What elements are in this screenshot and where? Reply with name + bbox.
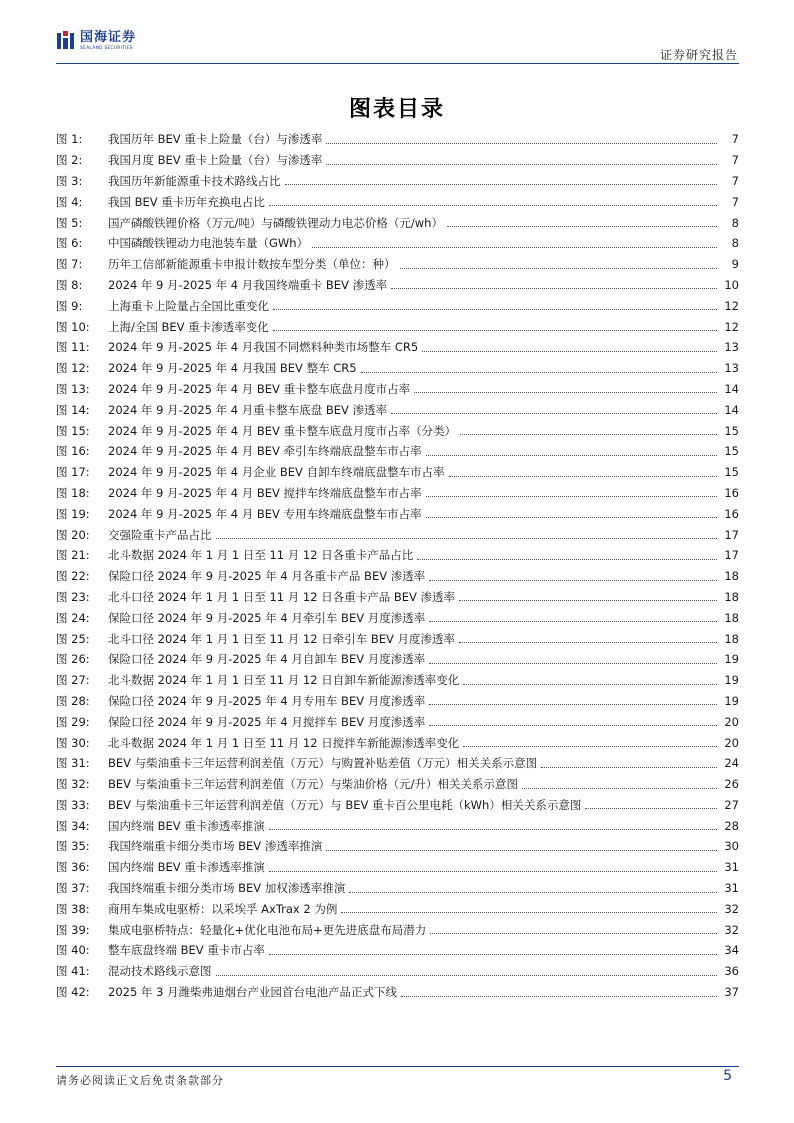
toc-dot-leader [269, 946, 717, 955]
toc-entry-page[interactable]: 7 [731, 132, 739, 147]
toc-entry-title[interactable]: 保险口径 2024 年 9 月-2025 年 4 月搅拌车 BEV 月度渗透率 [108, 714, 426, 729]
toc-entry-title[interactable]: 历年工信部新能源重卡申报计数按车型分类（单位：种） [108, 257, 396, 272]
toc-dot-leader [459, 634, 717, 643]
toc-entry[interactable] [56, 358, 739, 379]
toc-dot-leader [426, 509, 717, 518]
toc-dot-leader [273, 322, 717, 331]
logo-chinese-text: 国海证券 [80, 29, 137, 45]
toc-entry-title[interactable]: 2024 年 9 月-2025 年 4 月企业 BEV 自卸车终端底盘整车市占率 [108, 465, 445, 480]
page-number: 5 [723, 1068, 732, 1084]
toc-dot-leader [449, 468, 717, 477]
toc-entry-title[interactable]: 2024 年 9 月-2025 年 4 月我国终端重卡 BEV 渗透率 [108, 277, 388, 292]
toc-entry-title[interactable]: 2024 年 9 月-2025 年 4 月 BEV 搅拌车终端底盘整车市占率 [108, 485, 422, 500]
toc-entry-page[interactable]: 10 [724, 277, 739, 292]
toc-entry-number: 图 20: [56, 527, 90, 542]
toc-entry-page[interactable]: 18 [724, 569, 739, 584]
toc-entry-number: 图 8: [56, 277, 83, 292]
toc-entry-title[interactable]: BEV 与柴油重卡三年运营利润差值（万元）与柴油价格（元/升）相关关系示意图 [108, 777, 519, 792]
toc-entry-title[interactable]: 我国终端重卡细分类市场 BEV 加权渗透率推演 [108, 881, 346, 896]
toc-entry-title[interactable]: 集成电驱桥特点：轻量化+优化电池布局+更先进底盘布局潜力 [108, 922, 427, 937]
toc-entry-page[interactable]: 16 [724, 485, 739, 500]
toc-entry-number: 图 25: [56, 631, 90, 646]
toc-entry-number: 图 30: [56, 735, 90, 750]
toc-entry-number: 图 31: [56, 756, 90, 771]
toc-entry[interactable] [56, 545, 739, 566]
toc-entry-number: 图 14: [56, 402, 90, 417]
page-header [0, 0, 794, 70]
toc-entry-number: 图 21: [56, 548, 90, 563]
toc-entry-title[interactable]: 国产磷酸铁锂价格（万元/吨）与磷酸铁锂动力电芯价格（元/wh） [108, 215, 443, 230]
toc-entry-page[interactable]: 7 [731, 153, 739, 168]
toc-dot-leader [422, 343, 717, 352]
toc-dot-leader [417, 551, 717, 560]
toc-entry-number: 图 12: [56, 361, 90, 376]
toc-entry-page[interactable]: 19 [724, 673, 739, 688]
toc-entry-number: 图 22: [56, 569, 90, 584]
toc-dot-leader [429, 696, 717, 705]
toc-entry-title[interactable]: 上海/全国 BEV 重卡渗透率变化 [108, 319, 269, 334]
toc-entry-title[interactable]: 整车底盘终端 BEV 重卡市占率 [108, 943, 265, 958]
toc-entry-title[interactable]: 北斗口径 2024 年 1 月 1 日至 11 月 12 日牵引车 BEV 月度渗透率 [108, 631, 456, 646]
toc-entry-title[interactable]: 保险口径 2024 年 9 月-2025 年 4 月各重卡产品 BEV 渗透率 [108, 569, 426, 584]
toc-entry-page[interactable]: 32 [724, 901, 739, 916]
toc-entry-number: 图 32: [56, 777, 90, 792]
toc-entry[interactable] [56, 524, 739, 545]
toc-entry-title[interactable]: 国内终端 BEV 重卡渗透率推演 [108, 860, 265, 875]
toc-dot-leader [429, 717, 717, 726]
toc-entry-page[interactable]: 17 [724, 548, 739, 563]
toc-entry-number: 图 16: [56, 444, 90, 459]
header-divider [56, 63, 739, 64]
toc-entry-page[interactable]: 18 [724, 589, 739, 604]
toc-entry-page[interactable]: 12 [724, 298, 739, 313]
toc-entry-page[interactable]: 12 [724, 319, 739, 334]
toc-entry[interactable] [56, 670, 739, 691]
toc-entry[interactable] [56, 462, 739, 483]
toc-entry[interactable] [56, 836, 739, 857]
toc-entry-page[interactable]: 27 [724, 797, 739, 812]
toc-entry[interactable] [56, 171, 739, 192]
toc-entry[interactable] [56, 628, 739, 649]
toc-dot-leader [429, 655, 717, 664]
toc-entry-page[interactable]: 17 [724, 527, 739, 542]
brand-logo [56, 30, 136, 52]
toc-entry[interactable] [56, 191, 739, 212]
toc-entry-number: 图 33: [56, 797, 90, 812]
toc-dot-leader [463, 738, 717, 747]
toc-entry-title[interactable]: 北斗口径 2024 年 1 月 1 日至 11 月 12 日各重卡产品 BEV 渗透率 [108, 589, 456, 604]
toc-entry-title[interactable]: 我国历年 BEV 重卡上险量（台）与渗透率 [108, 132, 323, 147]
toc-entry-page[interactable]: 31 [724, 881, 739, 896]
figure-index-list [56, 129, 739, 1002]
toc-entry-number: 图 29: [56, 714, 90, 729]
toc-dot-leader [341, 904, 717, 913]
toc-dot-leader [429, 572, 717, 581]
toc-dot-leader [391, 280, 717, 289]
toc-entry-page[interactable]: 7 [731, 194, 739, 209]
toc-entry-number: 图 15: [56, 423, 90, 438]
toc-dot-leader [400, 260, 718, 269]
toc-entry[interactable] [56, 774, 739, 795]
toc-dot-leader [269, 863, 717, 872]
toc-entry[interactable] [56, 919, 739, 940]
toc-entry-number: 图 28: [56, 693, 90, 708]
toc-entry[interactable] [56, 982, 739, 1003]
toc-entry-page[interactable]: 9 [731, 257, 739, 272]
toc-entry-title[interactable]: 交强险重卡产品占比 [108, 527, 212, 542]
toc-entry[interactable] [56, 815, 739, 836]
toc-entry[interactable] [56, 857, 739, 878]
toc-entry-page[interactable]: 8 [731, 215, 739, 230]
footer-divider [56, 1066, 739, 1067]
toc-entry-number: 图 17: [56, 465, 90, 480]
toc-entry-number: 图 40: [56, 943, 90, 958]
toc-entry-title[interactable]: 上海重卡上险量占全国比重变化 [108, 298, 269, 313]
toc-entry-title[interactable]: 商用车集成电驱桥：以采埃孚 AxTrax 2 为例 [108, 901, 338, 916]
toc-entry-page[interactable]: 18 [724, 610, 739, 625]
toc-entry[interactable] [56, 441, 739, 462]
toc-entry-number: 图 41: [56, 964, 90, 979]
toc-dot-leader [269, 197, 717, 206]
toc-dot-leader [541, 759, 717, 768]
toc-entry-title[interactable]: 国内终端 BEV 重卡渗透率推演 [108, 818, 265, 833]
toc-entry[interactable] [56, 399, 739, 420]
toc-dot-leader [426, 447, 717, 456]
toc-entry[interactable] [56, 607, 739, 628]
toc-dot-leader [326, 156, 717, 165]
toc-dot-leader [426, 488, 717, 497]
toc-entry[interactable] [56, 732, 739, 753]
toc-entry-page[interactable]: 36 [724, 964, 739, 979]
toc-entry-number: 图 36: [56, 860, 90, 875]
toc-entry-page[interactable]: 24 [724, 756, 739, 771]
toc-dot-leader [216, 530, 718, 539]
toc-dot-leader [585, 800, 717, 809]
toc-entry[interactable] [56, 316, 739, 337]
toc-entry[interactable] [56, 129, 739, 150]
toc-entry-title[interactable]: 保险口径 2024 年 9 月-2025 年 4 月牵引车 BEV 月度渗透率 [108, 610, 426, 625]
toc-entry[interactable] [56, 295, 739, 316]
toc-entry-page[interactable]: 13 [724, 361, 739, 376]
toc-entry[interactable] [56, 254, 739, 275]
toc-entry-number: 图 42: [56, 985, 90, 1000]
toc-entry-page[interactable]: 8 [731, 236, 739, 251]
toc-entry-page[interactable]: 26 [724, 777, 739, 792]
toc-entry-page[interactable]: 15 [724, 465, 739, 480]
toc-entry-page[interactable]: 30 [724, 839, 739, 854]
page-title: 图表目录 [348, 97, 445, 122]
toc-dot-leader [216, 967, 718, 976]
report-type-label: 证券研究报告 [659, 48, 738, 62]
toc-dot-leader [285, 176, 718, 185]
toc-entry-number: 图 6: [56, 236, 83, 251]
toc-entry-title[interactable]: 2024 年 9 月-2025 年 4 月重卡整车底盘 BEV 渗透率 [108, 402, 388, 417]
toc-entry[interactable] [56, 503, 739, 524]
toc-dot-leader [326, 135, 717, 144]
toc-entry-number: 图 38: [56, 901, 90, 916]
toc-entry-page[interactable]: 32 [724, 922, 739, 937]
toc-dot-leader [391, 405, 717, 414]
toc-entry[interactable] [56, 691, 739, 712]
toc-entry[interactable] [56, 878, 739, 899]
toc-entry[interactable] [56, 337, 739, 358]
toc-entry-page[interactable]: 14 [724, 381, 739, 396]
toc-dot-leader [447, 218, 717, 227]
toc-entry-number: 图 11: [56, 340, 90, 355]
toc-entry[interactable] [56, 212, 739, 233]
toc-entry-title[interactable]: BEV 与柴油重卡三年运营利润差值（万元）与 BEV 重卡百公里电耗（kWh）相关关系示意图 [108, 797, 582, 812]
toc-entry-number: 图 7: [56, 257, 83, 272]
toc-entry-title[interactable]: 2024 年 9 月-2025 年 4 月 BEV 专用车终端底盘整车市占率 [108, 506, 422, 521]
toc-entry-number: 图 9: [56, 298, 83, 313]
toc-dot-leader [349, 884, 717, 893]
toc-entry-title[interactable]: 我国历年新能源重卡技术路线占比 [108, 173, 281, 188]
toc-dot-leader [463, 676, 717, 685]
toc-dot-leader [459, 592, 717, 601]
toc-entry-page[interactable]: 14 [724, 402, 739, 417]
toc-entry-number: 图 10: [56, 319, 90, 334]
toc-entry-page[interactable]: 16 [724, 506, 739, 521]
toc-entry[interactable] [56, 233, 739, 254]
toc-entry-title[interactable]: 我国 BEV 重卡历年充换电占比 [108, 194, 265, 209]
toc-entry-page[interactable]: 20 [724, 735, 739, 750]
toc-entry[interactable] [56, 940, 739, 961]
toc-entry-number: 图 35: [56, 839, 90, 854]
toc-dot-leader [460, 426, 717, 435]
toc-entry-page[interactable]: 7 [731, 173, 739, 188]
toc-entry[interactable] [56, 753, 739, 774]
toc-entry-title[interactable]: 北斗数据 2024 年 1 月 1 日至 11 月 12 日搅拌车新能源渗透率变化 [108, 735, 460, 750]
toc-entry-number: 图 39: [56, 922, 90, 937]
toc-entry[interactable] [56, 898, 739, 919]
toc-entry-number: 图 23: [56, 589, 90, 604]
toc-entry-number: 图 19: [56, 506, 90, 521]
toc-entry-page[interactable]: 31 [724, 860, 739, 875]
toc-entry-page[interactable]: 15 [724, 423, 739, 438]
toc-dot-leader [429, 613, 717, 622]
toc-dot-leader [361, 364, 717, 373]
toc-dot-leader [430, 925, 717, 934]
toc-entry[interactable] [56, 711, 739, 732]
toc-entry-page[interactable]: 19 [724, 693, 739, 708]
toc-entry-title[interactable]: 2025 年 3 月潍柴弗迪烟台产业园首台电池产品正式下线 [108, 985, 398, 1000]
toc-dot-leader [401, 988, 717, 997]
toc-entry-title[interactable]: 2024 年 9 月-2025 年 4 月 BEV 牵引车终端底盘整车市占率 [108, 444, 422, 459]
toc-entry-number: 图 24: [56, 610, 90, 625]
toc-entry-page[interactable]: 28 [724, 818, 739, 833]
toc-entry-title[interactable]: 北斗数据 2024 年 1 月 1 日至 11 月 12 日各重卡产品占比 [108, 548, 414, 563]
disclaimer-note: 请务必阅读正文后免责条款部分 [56, 1074, 224, 1087]
toc-entry[interactable] [56, 420, 739, 441]
toc-entry-title[interactable]: 2024 年 9 月-2025 年 4 月 BEV 重卡整车底盘月度市占率（分类） [108, 423, 457, 438]
toc-entry-page[interactable]: 15 [724, 444, 739, 459]
toc-entry[interactable] [56, 566, 739, 587]
toc-entry[interactable] [56, 275, 739, 296]
toc-entry[interactable] [56, 649, 739, 670]
sealand-logo-icon [56, 30, 76, 52]
toc-entry-number: 图 2: [56, 153, 83, 168]
toc-entry-page[interactable]: 19 [724, 652, 739, 667]
toc-entry-title[interactable]: BEV 与柴油重卡三年运营利润差值（万元）与购置补贴差值（万元）相关关系示意图 [108, 756, 538, 771]
toc-entry-page[interactable]: 13 [724, 340, 739, 355]
toc-entry-number: 图 34: [56, 818, 90, 833]
toc-entry-number: 图 37: [56, 881, 90, 896]
toc-entry-title[interactable]: 中国磷酸铁锂动力电池装车量（GWh） [108, 236, 309, 251]
logo-english-text: SEALAND SECURITIES [80, 45, 133, 51]
toc-entry-number: 图 1: [56, 132, 83, 147]
toc-dot-leader [273, 301, 717, 310]
toc-entry-title[interactable]: 保险口径 2024 年 9 月-2025 年 4 月自卸车 BEV 月度渗透率 [108, 652, 426, 667]
toc-entry-number: 图 5: [56, 215, 83, 230]
toc-entry-number: 图 13: [56, 381, 90, 396]
toc-entry-page[interactable]: 37 [724, 985, 739, 1000]
toc-entry-title[interactable]: 混动技术路线示意图 [108, 964, 212, 979]
toc-entry-title[interactable]: 保险口径 2024 年 9 月-2025 年 4 月专用车 BEV 月度渗透率 [108, 693, 426, 708]
toc-entry-page[interactable]: 34 [724, 943, 739, 958]
toc-dot-leader [414, 384, 717, 393]
toc-entry[interactable] [56, 379, 739, 400]
toc-entry-number: 图 3: [56, 173, 83, 188]
toc-dot-leader [269, 821, 717, 830]
toc-entry-number: 图 4: [56, 194, 83, 209]
toc-entry-number: 图 18: [56, 485, 90, 500]
toc-entry-title[interactable]: 2024 年 9 月-2025 年 4 月我国不同燃料种类市场整车 CR5 [108, 340, 419, 355]
toc-dot-leader [326, 842, 717, 851]
toc-entry[interactable] [56, 587, 739, 608]
toc-entry-title[interactable]: 北斗数据 2024 年 1 月 1 日至 11 月 12 日自卸车新能源渗透率变化 [108, 673, 460, 688]
toc-entry-number: 图 26: [56, 652, 90, 667]
toc-dot-leader [522, 780, 717, 789]
toc-entry-page[interactable]: 20 [724, 714, 739, 729]
toc-entry-title[interactable]: 我国终端重卡细分类市场 BEV 渗透率推演 [108, 839, 323, 854]
toc-entry[interactable] [56, 795, 739, 816]
toc-entry[interactable] [56, 150, 739, 171]
toc-entry-page[interactable]: 18 [724, 631, 739, 646]
toc-entry[interactable] [56, 483, 739, 504]
toc-entry-title[interactable]: 2024 年 9 月-2025 年 4 月我国 BEV 整车 CR5 [108, 361, 357, 376]
toc-entry-title[interactable]: 我国月度 BEV 重卡上险量（台）与渗透率 [108, 153, 323, 168]
toc-entry-number: 图 27: [56, 673, 90, 688]
toc-dot-leader [312, 239, 717, 248]
toc-entry-title[interactable]: 2024 年 9 月-2025 年 4 月 BEV 重卡整车底盘月度市占率 [108, 381, 411, 396]
toc-entry[interactable] [56, 961, 739, 982]
